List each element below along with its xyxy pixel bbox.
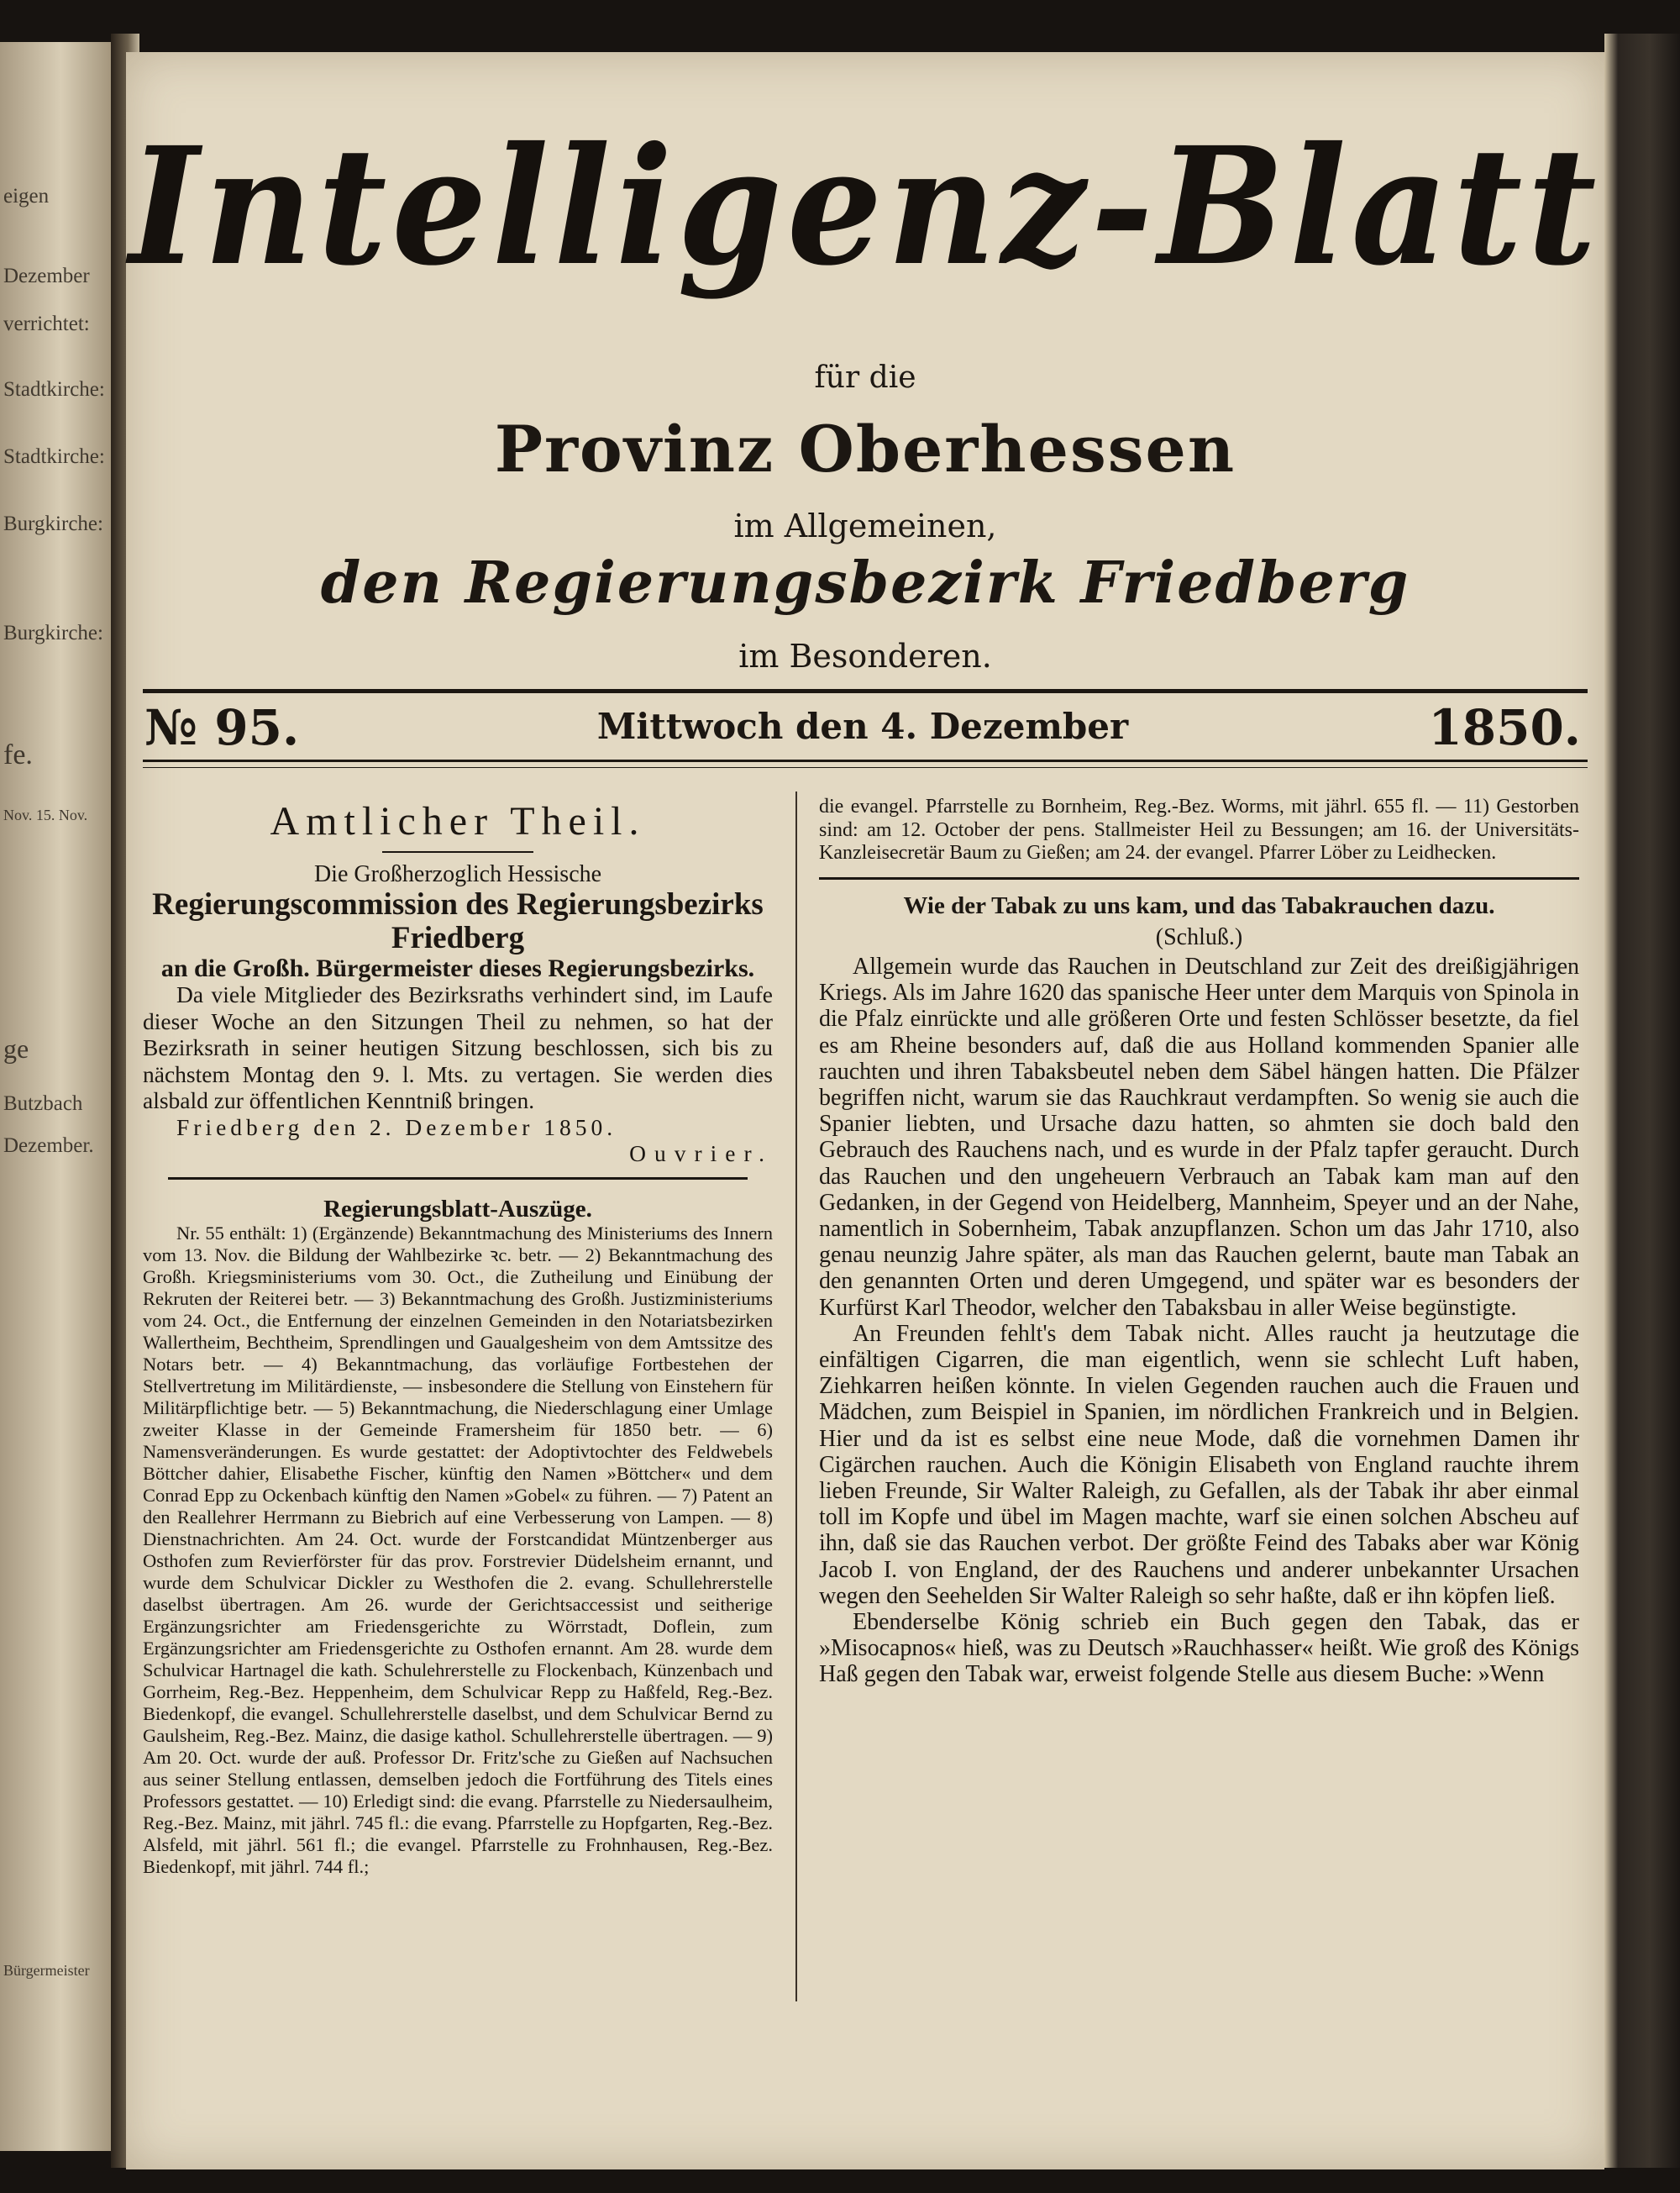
facing-page-text: verrichtet: xyxy=(3,313,90,335)
subtitle-district: den Regierungsbezirk Friedberg xyxy=(320,550,1410,617)
facing-page-text: Burgkirche: xyxy=(3,513,103,535)
facing-page-text: Nov. 15. Nov. xyxy=(3,807,88,823)
facing-page-text: Dezember xyxy=(3,265,90,287)
article-title: Wie der Tabak zu uns kam, und das Tabakrauchen dazu. xyxy=(903,891,1495,919)
facing-page-text: Dezember. xyxy=(3,1134,94,1157)
facing-page-text: Stadtkirche: xyxy=(3,378,105,401)
signature: Ouvrier. xyxy=(629,1140,773,1166)
issuer-intro: Die Großherzoglich Hessische xyxy=(313,861,602,887)
excerpts-heading: Regierungsblatt-Auszüge. xyxy=(323,1195,592,1223)
subtitle-line: für die xyxy=(814,360,916,395)
masthead-rule xyxy=(143,689,1588,693)
facing-page-text: ge xyxy=(3,1033,29,1064)
title-underline xyxy=(382,851,533,853)
column-divider xyxy=(795,791,797,2001)
book-cover-edge xyxy=(1604,34,1680,2168)
article-paragraph: An Freunden fehlt's dem Tabak nicht. Alles raucht ja heutzutage die einfältigen Cigarren, die man eigentlich, wenn sie schlecht Luft haben, Ziehkarren heißen könnte. In vielen Gegenden rauchen auch die Frauen und Mädchen, zum Beispiel in Spanien, im nördlichen Frankreich und in Belgien. Hier und da ist es selbst eine neue Mode, daß die vornehmen Damen ihr Cigärchen rauchen. Auch die Königin Elisabeth von England rauchte ihrem lieben Freunde, Sir Walter Raleigh, zu Gefallen, als der Tabak ihr aber einmal toll im Kopfe und übel im Magen machte, warf sie einen solchen Abscheu auf ihn, daß sie das Rauchen verbot. Der größte Feind des Tabaks aber war König Jacob I. von England, der des Rauchens und anderer unbekannter Ursachen wegen den Seehelden Sir Walter Raleigh so sehr haßte, daß er ihn köpfen ließ. xyxy=(819,1320,1579,1609)
article-note: (Schluß.) xyxy=(1155,923,1243,950)
excerpts-text: Nr. 55 enthält: 1) (Ergänzende) Bekanntmachung des Ministeriums des Innern vom 13. Nov. die Bildung der Wahlbezirke ꝛc. betr. — 2) Bekanntmachung des Großh. Kriegsministeriums vom 30. Oct., die Zutheilung und Einübung der Rekruten der Reiterei betr. — 3) Bekanntmachung des Großh. Justizministeriums vom 24. Oct., die Entfernung der einzelnen Gemeinden in den Notariatsbezirken Wallertheim, Bechtheim, Sprendlingen und Gaualgesheim von dem Amtssitze des Notars betr. — 4) Bekanntmachung, das vorläufige Fortbestehen der Stellvertretung im Militärdienste, — insbesondere die Stellung von Einstehern für Militärpflichtige betr. — 5) Bekanntmachung, die Niederschlagung einer Umlage zweiter Klasse in der Gemeinde Framersheim für 1850 betr. — 6) Namensveränderungen. Es wurde gestattet: der Adoptivtochter des Feldwebels Böttcher dahier, Elisabethe Fischer, künftig den Namen »Böttcher« und dem Conrad Epp zu Ockenbach künftig den Namen »Gobel« zu führen. — 7) Patent an den Reallehrer Herrmann zu Biebrich auf eine Verbesserung von Lampen. — 8) Dienstnachrichten. Am 24. Oct. wurde der Forstcandidat Müntzenberger aus Osthofen zum Revierförster für das prov. Forstrevier Düdelsheim ernannt, und wurde dem Schulvicar Dickler zu Westhofen die 2. evang. Schullehrerstelle daselbst übertragen. Am 26. wurde der Gerichtsaccessist und seitherige Ergänzungsrichter am Friedensgerichte zu Wörrstadt, Doflein, zum Ergänzungsrichter am Friedensgerichte zu Osthofen ernannt. Am 28. wurde dem Schulvicar Hartnagel die kath. Schulehrerstelle zu Flockenbach, Künzenbach und Gorrheim, Reg.-Bez. Heppenheim, dem Schulvicar Repp zu Haßfeld, Reg.-Bez. Biedenkopf, die evangel. Schullehrerstelle daselbst, und dem Schulvicar Bernd zu Gaulsheim, Reg.-Bez. Mainz, die dasige kathol. Schullehrerstelle übertragen. — 9) Am 20. Oct. wurde der auß. Professor Dr. Fritz'sche zu Gießen auf Nachsuchen aus seiner Stellung entlassen, demselben jedoch die Fortführung des Titels eines Professors gestattet. — 10) Erledigt sind: die evang. Pfarrstelle zu Niedersaulheim, Reg.-Bez. Mainz, mit jährl. 745 fl.: die evang. Pfarrstelle zu Hopfgarten, Reg.-Bez. Alsfeld, mit jährl. 561 fl.; die evangel. Pfarrstelle zu Frohnhausen, Reg.-Bez. Biedenkopf, mit jährl. 744 fl.; xyxy=(143,1223,773,1877)
left-column xyxy=(143,796,773,1878)
issue-rule-thin xyxy=(143,767,1588,768)
continuation-text: die evangel. Pfarrstelle zu Bornheim, Reg.-Bez. Worms, mit jährl. 655 fl. — 11) Gestorben sind: am 12. October der pens. Stallmeister Heil zu Bessungen; am 16. der Universitäts-Kanzleisecretär Baum zu Gießen; am 24. der evangel. Pfarrer Löber zu Leidhecken. xyxy=(819,796,1579,864)
facing-page-text: Stadtkirche: xyxy=(3,445,105,468)
article-paragraph: Ebenderselbe König schrieb ein Buch gegen den Tabak, das er »Misocapnos« hieß, was zu Deutsch »Rauchhasser« heißt. Wie groß des Königs Haß gegen den Tabak war, erweist folgende Stelle aus diesem Buche: »Wenn xyxy=(819,1608,1579,1688)
newspaper-page xyxy=(126,52,1604,2169)
facing-page-text: fe. xyxy=(3,739,33,770)
subtitle-line: im Allgemeinen, xyxy=(733,507,997,544)
issue-year: 1850. xyxy=(1428,699,1581,756)
facing-page-text: Bürgermeister xyxy=(3,1962,90,1979)
notice-text: Da viele Mitglieder des Bezirksraths verhindert sind, im Laufe dieser Woche an den Sitzungen Theil zu nehmen, so hat der Bezirksrath in seiner heutigen Sitzung beschlossen, sich bis zu nächstem Montag den 9. l. Mts. zu vertagen. Sie werden dies alsbald zur öffentlichen Kenntniß bringen. xyxy=(143,981,773,1113)
newspaper-title: Intelligenz-Blatt xyxy=(129,111,1602,302)
right-column xyxy=(819,796,1579,1688)
addressee: an die Großh. Bürgermeister dieses Regierungsbezirks. xyxy=(160,954,755,982)
issue-date: Mittwoch den 4. Dezember xyxy=(596,706,1129,747)
issue-rule xyxy=(143,760,1588,762)
issuing-authority: Regierungscommission des Regierungsbezirks Friedberg xyxy=(152,886,764,955)
section-divider xyxy=(819,877,1579,880)
section-title: Amtlicher Theil. xyxy=(270,799,646,844)
section-divider xyxy=(168,1177,748,1180)
subtitle-province: Provinz Oberhessen xyxy=(494,412,1236,486)
article-paragraph: Allgemein wurde das Rauchen in Deutschland zur Zeit des dreißigjährigen Kriegs. Als im Jahre 1620 das spanische Heer unter dem Marquis von Spinola in die Pfalz einrückte und alle größeren Orte und festen Schlösser besetzte, da fiel es am Rheine besonders auf, daß die aus Holland kommenden Spanier alle rauchten und ihren Tabaksbeutel neben dem Säbel hängen hatten. Die Pfälzer begriffen nicht, warum sie das Rauchkraut verdampften. So wenig sie auch die Spanier liebten, und Ursache dazu hatten, so ahmten sie doch bald den Gebrauch des Rauchens nach, und es wurde in der Pfalz tapfer geraucht. Durch das Rauchen und den ungeheuern Verbrauch an Tabak kam man auf den Gedanken, in der Gegend von Heidelberg, Mannheim, Speyer und an der Nahe, namentlich in Sobernheim, Tabak anzupflanzen. Schon um das Jahr 1710, also genau neunzig Jahre später, als man das Rauchen gelernt, baute man Tabak an den genannten Orten und deren Umgegend, und später war es besonders der Kurfürst Karl Theodor, welcher den Tabaksbau in aller Weise begünstigte. xyxy=(819,953,1579,1321)
issue-line xyxy=(144,699,1581,756)
facing-page-fragment xyxy=(0,42,111,2151)
issue-number: № 95. xyxy=(144,699,300,756)
facing-page-text: Butzbach xyxy=(3,1092,83,1115)
subtitle-line: im Besonderen. xyxy=(738,638,992,675)
notice-date: Friedberg den 2. Dezember 1850. xyxy=(176,1113,617,1140)
facing-page-text: Burgkirche: xyxy=(3,622,103,644)
facing-page-text: eigen xyxy=(3,185,50,208)
